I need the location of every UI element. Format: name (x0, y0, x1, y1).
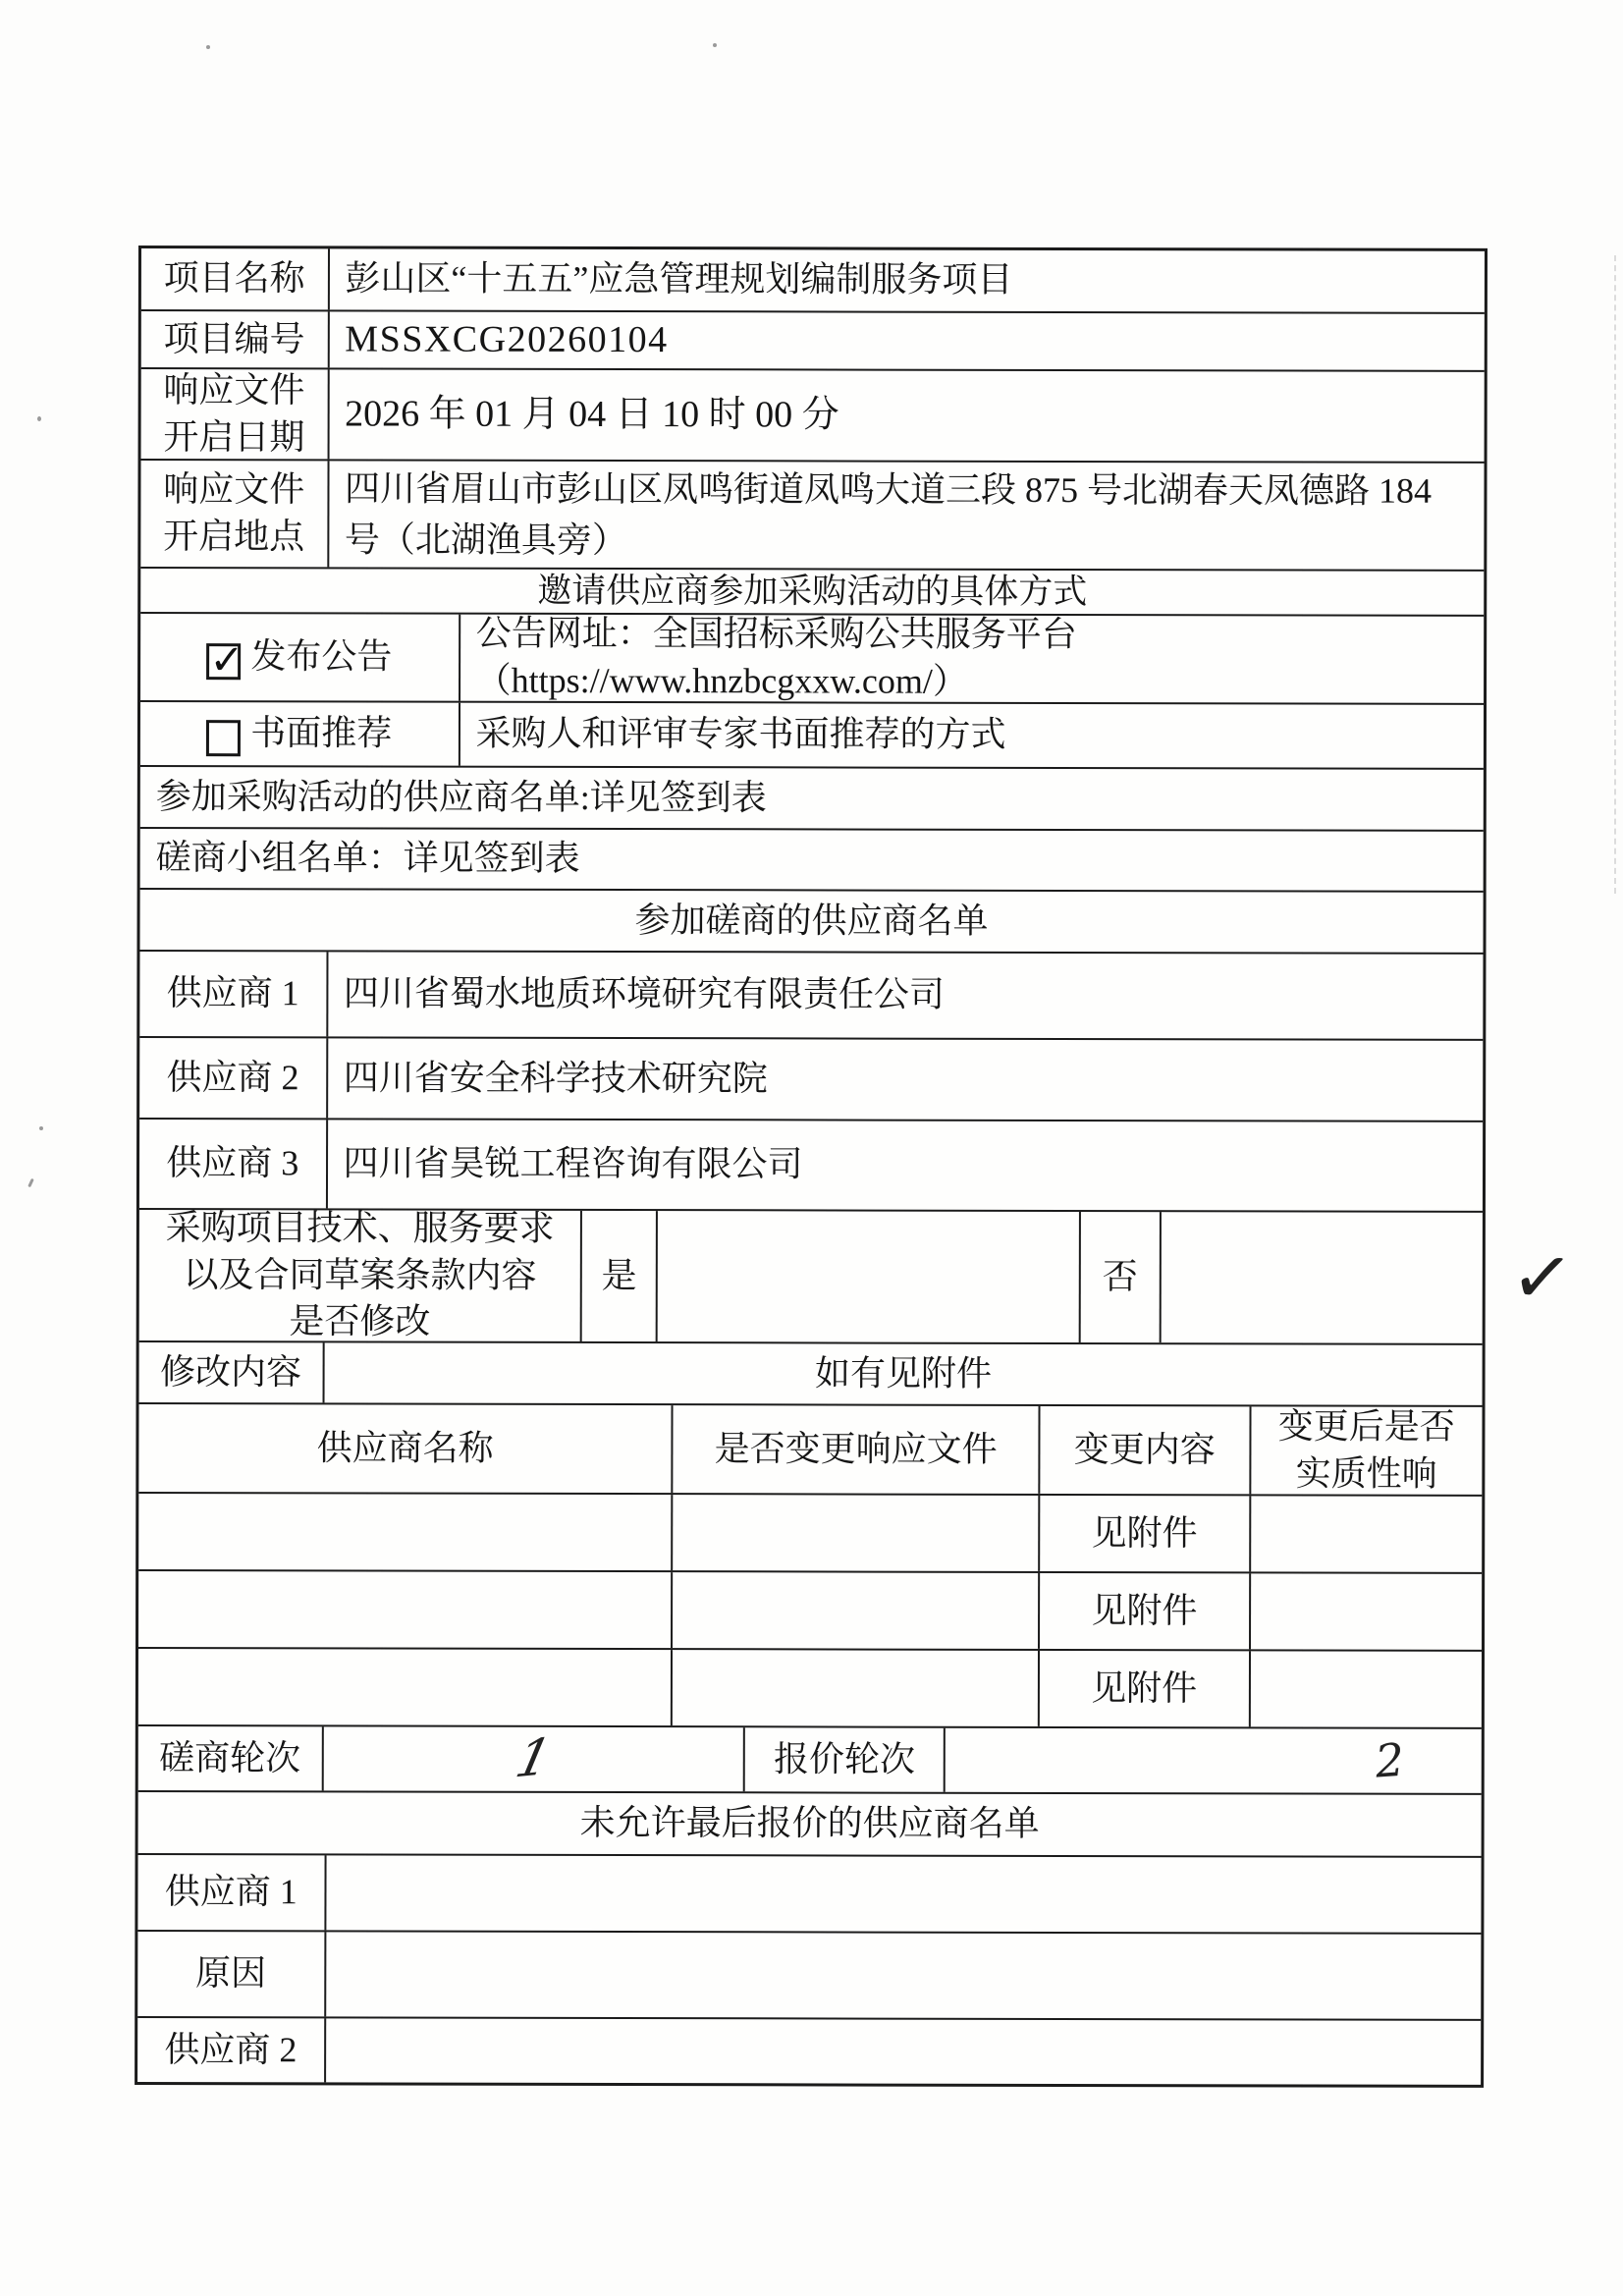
change-header-changed: 是否变更响应文件 (674, 1405, 1041, 1494)
change-row-supplier (138, 1571, 674, 1648)
row-negotiation-header (139, 890, 1483, 955)
row-panel-list (140, 829, 1484, 893)
quote-rounds-label: 报价轮次 (745, 1727, 946, 1791)
procurement-record-table (135, 246, 1578, 2088)
row-supplier-3 (139, 1120, 1483, 1213)
open-place-value: 四川省眉山市彭山区凤鸣街道凤鸣大道三段 875 号北湖春天凤德路 184 号（北湖渔具旁） (344, 468, 1433, 561)
supplier-1-name: 四川省蜀水地质环境研究有限责任公司 (343, 973, 945, 1014)
row-final-supplier-2 (137, 2018, 1481, 2085)
change-row-supplier (138, 1649, 674, 1725)
row-final-supplier-1 (137, 1855, 1481, 1935)
handwritten-rounds-value: 1 (510, 1727, 558, 1790)
attend-suppliers-text: 参加采购活动的供应商名单:详见签到表 (155, 776, 767, 818)
change-row-changed (673, 1650, 1040, 1726)
supplier-1-label: 供应商 1 (139, 952, 328, 1036)
change-row-changed (674, 1495, 1041, 1571)
modify-yes-label: 是 (582, 1211, 658, 1341)
change-row-supplier (138, 1494, 674, 1570)
project-name-value: 彭山区“十五五”应急管理规划编制服务项目 (345, 258, 1013, 301)
supplier-3-label: 供应商 3 (139, 1120, 328, 1208)
change-header-substantive: 变更后是否 实质性响 (1277, 1406, 1455, 1494)
row-publish-notice (140, 614, 1484, 705)
scan-edge-streak (1614, 255, 1616, 894)
scan-speck (27, 1178, 34, 1187)
negotiation-header: 参加磋商的供应商名单 (634, 900, 989, 941)
final-supplier-1-label: 供应商 1 (137, 1855, 326, 1930)
modify-question-label: 采购项目技术、服务要求 以及合同草案条款内容 是否修改 (139, 1210, 583, 1341)
scan-speck (206, 45, 210, 49)
project-no-label: 项目编号 (141, 311, 330, 367)
change-header-content: 变更内容 (1040, 1406, 1251, 1494)
not-allowed-header: 未允许最后报价的供应商名单 (579, 1803, 1040, 1844)
modify-no-label: 否 (1081, 1212, 1162, 1342)
row-written-recommend (140, 702, 1484, 770)
invite-header: 邀请供应商参加采购活动的具体方式 (537, 571, 1088, 611)
row-attend-suppliers (140, 767, 1484, 832)
checkbox-empty-icon (206, 720, 241, 756)
final-reason-value (326, 1932, 1482, 2018)
final-reason-label: 原因 (137, 1932, 326, 2016)
row-rounds (138, 1726, 1482, 1795)
row-invite-header (140, 569, 1484, 617)
panel-list-text: 磋商小组名单：详见签到表 (155, 838, 580, 879)
supplier-3-name: 四川省昊锐工程咨询有限公司 (343, 1143, 803, 1184)
supplier-2-name: 四川省安全科学技术研究院 (343, 1058, 768, 1099)
rounds-value (323, 1726, 745, 1791)
quote-rounds-value (946, 1728, 1482, 1793)
final-supplier-2-value (326, 2018, 1482, 2084)
open-date-value: 2026 年 01 月 04 日 10 时 00 分 (345, 393, 839, 436)
row-open-date (141, 369, 1485, 464)
publish-notice-label: 发布公告 (250, 636, 393, 677)
row-final-reason (137, 1932, 1481, 2021)
notice-url-title: 公告网址：全国招标采购公共服务平台 (475, 614, 1077, 655)
row-modify-content (139, 1342, 1483, 1407)
modify-yes-value (658, 1211, 1081, 1342)
written-recommend-desc: 采购人和评审专家书面推荐的方式 (475, 713, 1006, 755)
change-row-substantive (1251, 1496, 1482, 1571)
row-supplier-2 (139, 1038, 1483, 1122)
modify-no-value (1162, 1212, 1578, 1343)
final-supplier-2-label: 供应商 2 (137, 2018, 326, 2082)
change-table-row (138, 1494, 1482, 1574)
project-name-label: 项目名称 (141, 248, 330, 309)
change-table-row (138, 1571, 1482, 1652)
row-change-header (138, 1404, 1482, 1497)
modify-content-value: 如有见附件 (814, 1353, 993, 1394)
handwritten-quote-value: 2 (1373, 1732, 1406, 1788)
checkbox-checked-icon: ✓ (206, 643, 241, 680)
scan-speck (37, 416, 41, 421)
scan-speck (39, 1126, 43, 1130)
rounds-label: 磋商轮次 (138, 1726, 324, 1790)
change-row-content: 见附件 (1040, 1651, 1251, 1726)
written-recommend-label: 书面推荐 (250, 713, 393, 753)
project-no-value: MSSXCG20260104 (345, 318, 669, 361)
change-row-changed (673, 1572, 1040, 1649)
change-table-row (138, 1649, 1482, 1729)
row-project-name (141, 248, 1485, 314)
modify-content-label: 修改内容 (139, 1342, 325, 1402)
open-place-label: 响应文件 开启地点 (140, 461, 329, 567)
supplier-2-label: 供应商 2 (139, 1038, 328, 1118)
row-not-allowed-header (138, 1792, 1482, 1858)
notice-url: （https://www.hnzbcgxxw.com/） (475, 660, 968, 701)
open-date-label: 响应文件 开启日期 (141, 369, 330, 459)
final-supplier-1-value (326, 1855, 1482, 1932)
scan-speck (713, 43, 717, 47)
change-row-substantive (1251, 1651, 1482, 1726)
publish-notice-option (140, 614, 460, 701)
row-supplier-1 (139, 952, 1483, 1041)
change-row-content: 见附件 (1040, 1496, 1251, 1571)
handwritten-check-mark: ✓ (1505, 1230, 1578, 1325)
change-row-content: 见附件 (1040, 1573, 1251, 1649)
row-project-no (141, 311, 1485, 372)
row-open-place (140, 461, 1484, 572)
change-header-supplier: 供应商名称 (138, 1404, 674, 1493)
row-modify-question (139, 1208, 1578, 1345)
publish-notice-detail (460, 615, 1485, 703)
change-row-substantive (1251, 1573, 1482, 1649)
written-recommend-option (140, 702, 460, 766)
